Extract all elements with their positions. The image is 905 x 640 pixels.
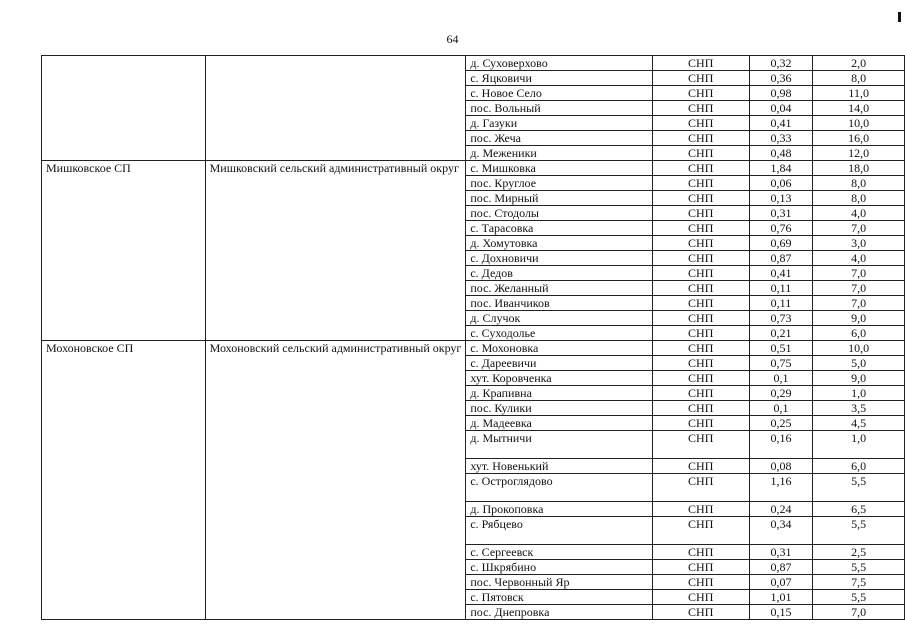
district-cell: Мишковский сельский административный округ xyxy=(205,161,466,341)
place-cell: с. Сергеевск xyxy=(466,545,653,560)
area-cell: 0,69 xyxy=(749,236,813,251)
type-cell: СНП xyxy=(652,371,749,386)
type-cell: СНП xyxy=(652,116,749,131)
type-cell: СНП xyxy=(652,56,749,71)
place-cell: пос. Вольный xyxy=(466,101,653,116)
area-cell: 0,87 xyxy=(749,251,813,266)
type-cell: СНП xyxy=(652,266,749,281)
value-cell: 10,0 xyxy=(813,116,905,131)
value-cell: 7,0 xyxy=(813,221,905,236)
type-cell: СНП xyxy=(652,416,749,431)
value-cell: 4,0 xyxy=(813,251,905,266)
type-cell: СНП xyxy=(652,251,749,266)
type-cell: СНП xyxy=(652,281,749,296)
type-cell: СНП xyxy=(652,236,749,251)
type-cell: СНП xyxy=(652,575,749,590)
type-cell: СНП xyxy=(652,502,749,517)
district-cell: Мохоновский сельский административный округ xyxy=(205,341,466,620)
area-cell: 0,31 xyxy=(749,206,813,221)
place-cell: д. Мадеевка xyxy=(466,416,653,431)
place-cell: хут. Коровченка xyxy=(466,371,653,386)
place-cell: хут. Новенький xyxy=(466,459,653,474)
value-cell: 2,5 xyxy=(813,545,905,560)
place-cell: с. Пятовск xyxy=(466,590,653,605)
type-cell: СНП xyxy=(652,101,749,116)
area-cell: 0,98 xyxy=(749,86,813,101)
place-cell: д. Случок xyxy=(466,311,653,326)
area-cell: 0,11 xyxy=(749,296,813,311)
area-cell: 0,25 xyxy=(749,416,813,431)
place-cell: с. Шкрябино xyxy=(466,560,653,575)
table-row xyxy=(42,161,905,176)
type-cell: СНП xyxy=(652,296,749,311)
value-cell: 1,0 xyxy=(813,386,905,401)
place-cell: с. Дохновичи xyxy=(466,251,653,266)
area-cell: 0,76 xyxy=(749,221,813,236)
value-cell: 14,0 xyxy=(813,101,905,116)
type-cell: СНП xyxy=(652,86,749,101)
type-cell: СНП xyxy=(652,131,749,146)
area-cell: 0,16 xyxy=(749,431,813,459)
place-cell: с. Мишковка xyxy=(466,161,653,176)
place-cell: д. Меженики xyxy=(466,146,653,161)
type-cell: СНП xyxy=(652,401,749,416)
value-cell: 6,5 xyxy=(813,502,905,517)
value-cell: 3,0 xyxy=(813,236,905,251)
place-cell: пос. Стодолы xyxy=(466,206,653,221)
type-cell: СНП xyxy=(652,206,749,221)
type-cell: СНП xyxy=(652,459,749,474)
value-cell: 4,0 xyxy=(813,206,905,221)
value-cell: 7,0 xyxy=(813,605,905,620)
area-cell: 0,32 xyxy=(749,56,813,71)
area-cell: 0,87 xyxy=(749,560,813,575)
type-cell: СНП xyxy=(652,71,749,86)
area-cell: 0,08 xyxy=(749,459,813,474)
place-cell: с. Мохоновка xyxy=(466,341,653,356)
place-cell: пос. Кулики xyxy=(466,401,653,416)
type-cell: СНП xyxy=(652,590,749,605)
area-cell: 0,29 xyxy=(749,386,813,401)
place-cell: д. Суховерхово xyxy=(466,56,653,71)
area-cell: 0,73 xyxy=(749,311,813,326)
place-cell: пос. Желанный xyxy=(466,281,653,296)
type-cell: СНП xyxy=(652,311,749,326)
area-cell: 0,15 xyxy=(749,605,813,620)
settlement-cell: Мохоновское СП xyxy=(42,341,206,620)
value-cell: 5,5 xyxy=(813,560,905,575)
place-cell: с. Суходолье xyxy=(466,326,653,341)
area-cell: 0,1 xyxy=(749,401,813,416)
area-cell: 1,01 xyxy=(749,590,813,605)
area-cell: 0,24 xyxy=(749,502,813,517)
place-cell: с. Остроглядово xyxy=(466,474,653,502)
value-cell: 5,0 xyxy=(813,356,905,371)
area-cell: 0,36 xyxy=(749,71,813,86)
place-cell: пос. Днепровка xyxy=(466,605,653,620)
place-cell: д. Мытничи xyxy=(466,431,653,459)
type-cell: СНП xyxy=(652,146,749,161)
settlement-cell: Мишковское СП xyxy=(42,161,206,341)
type-cell: СНП xyxy=(652,517,749,545)
value-cell: 1,0 xyxy=(813,431,905,459)
value-cell: 5,5 xyxy=(813,590,905,605)
area-cell: 0,31 xyxy=(749,545,813,560)
margin-mark xyxy=(898,12,901,22)
area-cell: 0,41 xyxy=(749,116,813,131)
type-cell: СНП xyxy=(652,356,749,371)
value-cell: 5,5 xyxy=(813,474,905,502)
area-cell: 0,04 xyxy=(749,101,813,116)
value-cell: 12,0 xyxy=(813,146,905,161)
value-cell: 6,0 xyxy=(813,326,905,341)
type-cell: СНП xyxy=(652,161,749,176)
place-cell: с. Тарасовка xyxy=(466,221,653,236)
place-cell: пос. Червонный Яр xyxy=(466,575,653,590)
area-cell: 0,06 xyxy=(749,176,813,191)
value-cell: 9,0 xyxy=(813,311,905,326)
place-cell: д. Газуки xyxy=(466,116,653,131)
type-cell: СНП xyxy=(652,176,749,191)
type-cell: СНП xyxy=(652,474,749,502)
area-cell: 1,84 xyxy=(749,161,813,176)
value-cell: 5,5 xyxy=(813,517,905,545)
area-cell: 0,41 xyxy=(749,266,813,281)
area-cell: 0,34 xyxy=(749,517,813,545)
value-cell: 3,5 xyxy=(813,401,905,416)
value-cell: 16,0 xyxy=(813,131,905,146)
type-cell: СНП xyxy=(652,341,749,356)
place-cell: д. Прокоповка xyxy=(466,502,653,517)
type-cell: СНП xyxy=(652,191,749,206)
place-cell: с. Новое Село xyxy=(466,86,653,101)
area-cell: 1,16 xyxy=(749,474,813,502)
settlement-cell xyxy=(42,56,206,161)
value-cell: 4,5 xyxy=(813,416,905,431)
table-row xyxy=(42,341,905,356)
type-cell: СНП xyxy=(652,326,749,341)
place-cell: с. Дареевичи xyxy=(466,356,653,371)
area-cell: 0,11 xyxy=(749,281,813,296)
area-cell: 0,75 xyxy=(749,356,813,371)
place-cell: д. Хомутовка xyxy=(466,236,653,251)
value-cell: 7,0 xyxy=(813,281,905,296)
type-cell: СНП xyxy=(652,431,749,459)
type-cell: СНП xyxy=(652,221,749,236)
place-cell: пос. Жеча xyxy=(466,131,653,146)
place-cell: пос. Иванчиков xyxy=(466,296,653,311)
area-cell: 0,13 xyxy=(749,191,813,206)
area-cell: 0,21 xyxy=(749,326,813,341)
area-cell: 0,48 xyxy=(749,146,813,161)
value-cell: 6,0 xyxy=(813,459,905,474)
place-cell: с. Рябцево xyxy=(466,517,653,545)
value-cell: 7,5 xyxy=(813,575,905,590)
place-cell: пос. Мирный xyxy=(466,191,653,206)
value-cell: 9,0 xyxy=(813,371,905,386)
district-cell xyxy=(205,56,466,161)
value-cell: 2,0 xyxy=(813,56,905,71)
value-cell: 8,0 xyxy=(813,191,905,206)
place-cell: пос. Круглое xyxy=(466,176,653,191)
area-cell: 0,07 xyxy=(749,575,813,590)
place-cell: д. Крапивна xyxy=(466,386,653,401)
table-row xyxy=(42,56,905,71)
page-number: 64 xyxy=(446,32,459,46)
type-cell: СНП xyxy=(652,545,749,560)
place-cell: с. Яцковичи xyxy=(466,71,653,86)
type-cell: СНП xyxy=(652,605,749,620)
value-cell: 7,0 xyxy=(813,296,905,311)
area-cell: 0,1 xyxy=(749,371,813,386)
value-cell: 8,0 xyxy=(813,71,905,86)
type-cell: СНП xyxy=(652,560,749,575)
value-cell: 7,0 xyxy=(813,266,905,281)
value-cell: 8,0 xyxy=(813,176,905,191)
place-cell: с. Дедов xyxy=(466,266,653,281)
value-cell: 11,0 xyxy=(813,86,905,101)
area-cell: 0,51 xyxy=(749,341,813,356)
value-cell: 18,0 xyxy=(813,161,905,176)
area-cell: 0,33 xyxy=(749,131,813,146)
type-cell: СНП xyxy=(652,386,749,401)
value-cell: 10,0 xyxy=(813,341,905,356)
settlements-table xyxy=(41,55,905,620)
